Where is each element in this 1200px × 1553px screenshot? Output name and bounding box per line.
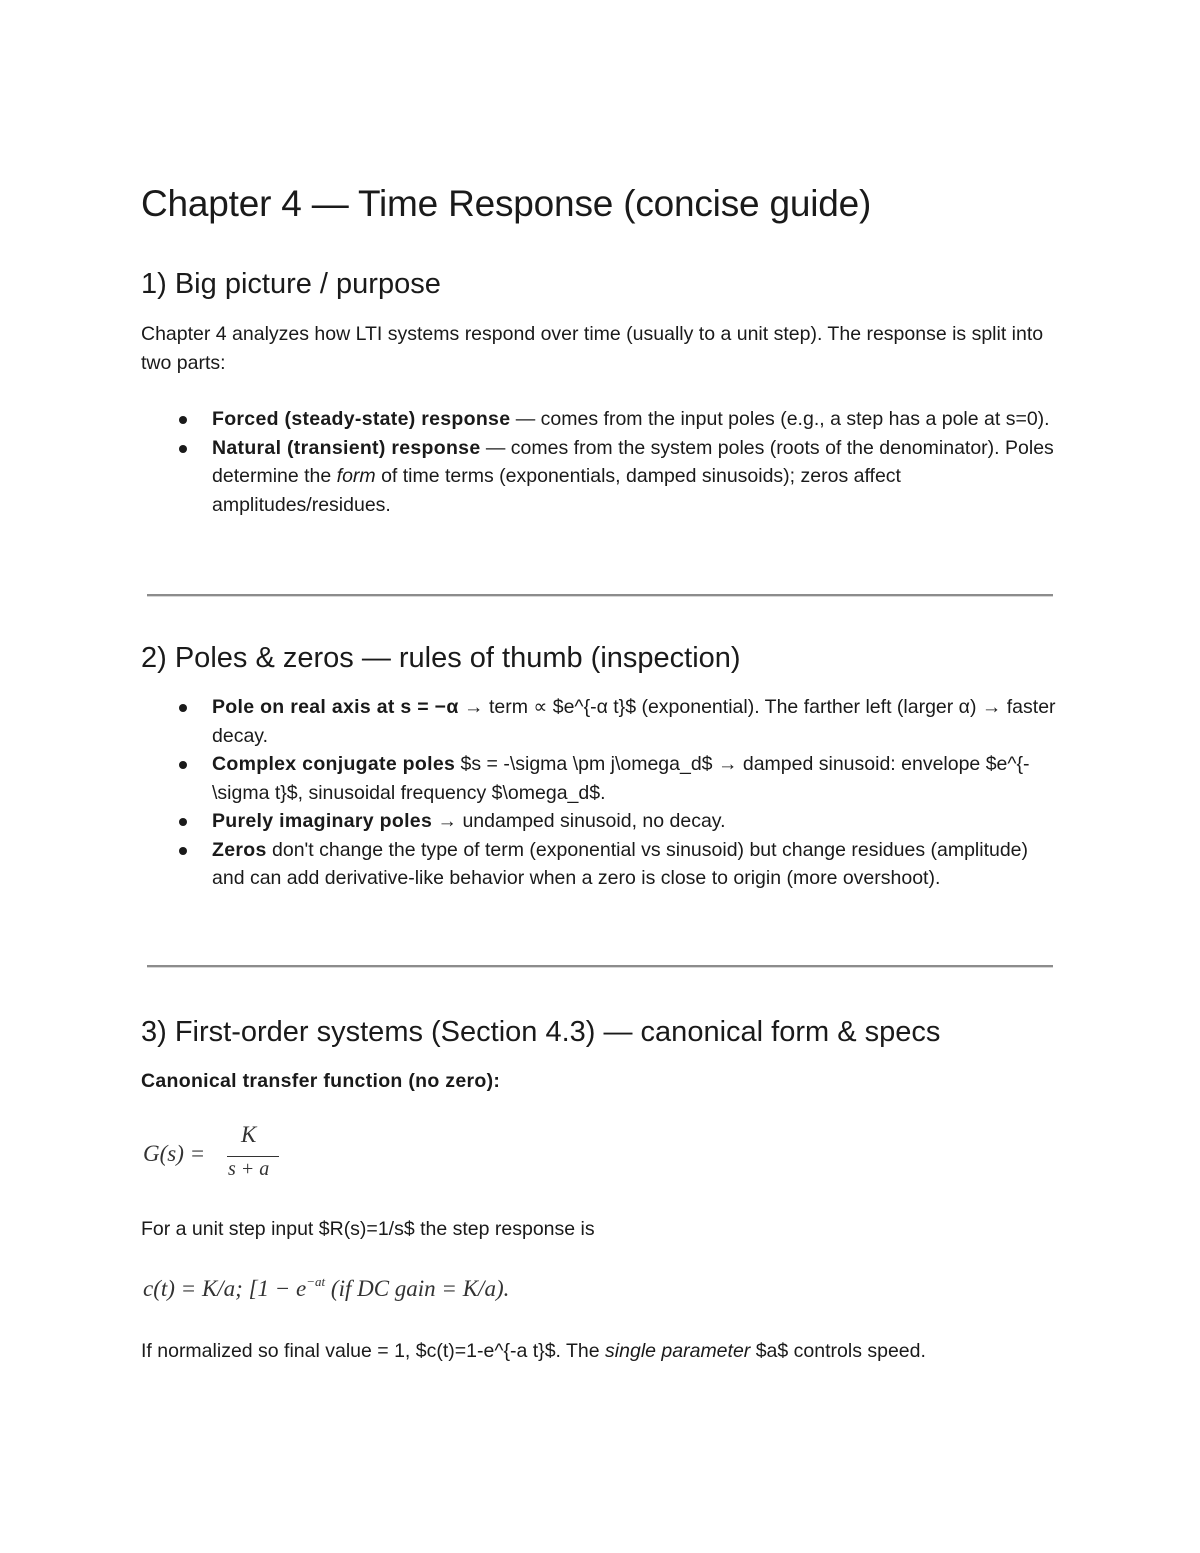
- bullet-icon: [179, 761, 187, 769]
- bullet-icon: [179, 445, 187, 453]
- bullet-text: $s = -\sigma \pm j\omega_d$ → damped sinusoid: envelope $e^{-\sigma t}$, sinusoidal frequency $\omega_d$.: [212, 753, 1030, 804]
- section-2-heading: 2) Poles & zeros — rules of thumb (inspection): [141, 642, 741, 674]
- bullet-text: of time terms (exponentials, damped sinusoids); zeros affect amplitudes/residues.: [212, 465, 901, 516]
- bullet-text: — comes from the system poles (roots of the denominator). Poles determine the: [212, 436, 1054, 487]
- bullet-bold: Forced (steady-state) response: [212, 408, 511, 430]
- step-response-text: For a unit step input $R(s)=1/s$ the step response is: [141, 1218, 595, 1240]
- list-item: [141, 693, 1061, 750]
- list-item: [141, 750, 1061, 807]
- equation-lhs: G(s) =: [143, 1141, 206, 1166]
- bullet-text: — comes from the input poles (e.g., a step has a pole at s=0).: [510, 408, 1050, 430]
- bullet-icon: [179, 416, 187, 424]
- equation-exponent: −at: [306, 1274, 326, 1289]
- list-item: [141, 836, 1061, 893]
- bullet-bold: Purely imaginary poles: [212, 810, 433, 832]
- bullet-text: → term ∝ $e^{-α t}$ (exponential). The farther left (larger α) → faster decay.: [212, 696, 1056, 747]
- bullet-icon: [179, 818, 187, 826]
- section-1-intro: Chapter 4 analyzes how LTI systems respond over time (usually to a unit step). The response is split into two parts:: [141, 323, 1044, 374]
- bullet-bold: Complex conjugate poles: [212, 753, 456, 775]
- step-response-equation: [143, 1274, 509, 1302]
- bullet-icon: [179, 704, 187, 712]
- equation-numerator: K: [241, 1122, 257, 1147]
- bullet-bold: Pole on real axis at s = −α: [212, 696, 459, 718]
- list-item: [141, 807, 1061, 836]
- bullet-bold: Zeros: [212, 838, 267, 861]
- bullet-icon: [179, 847, 187, 855]
- list-item: [141, 405, 1061, 434]
- bullet-text: don't change the type of term (exponential vs sinusoid) but change residues (amplitude) and can add derivative-like behavior when a zero is close to origin (more overshoot).: [212, 838, 1029, 889]
- bullet-italic: form: [336, 465, 376, 487]
- final-italic: single parameter: [605, 1340, 751, 1362]
- horizontal-divider: [147, 965, 1053, 968]
- fraction-bar: [227, 1156, 279, 1157]
- section-1-heading: 1) Big picture / purpose: [141, 268, 441, 300]
- final-text-b: $a$ controls speed.: [750, 1340, 926, 1362]
- equation-denominator: s + a: [228, 1158, 270, 1180]
- final-paragraph: [141, 1337, 1061, 1366]
- bullet-bold: Natural (transient) response: [212, 436, 481, 459]
- final-text-a: If normalized so final value = 1, $c(t)=1-e^{-a t}$. The: [141, 1340, 606, 1362]
- section-3-heading: 3) First-order systems (Section 4.3) — canonical form & specs: [141, 1016, 941, 1048]
- section-1-list: [141, 405, 1061, 519]
- list-item: [141, 434, 1061, 520]
- bullet-text: → undamped sinusoid, no decay.: [432, 810, 726, 832]
- section-3-subheading: Canonical transfer function (no zero):: [141, 1070, 501, 1092]
- page-title: Chapter 4 — Time Response (concise guide): [141, 183, 872, 224]
- equation-tail: (if DC gain = K/a).: [325, 1276, 510, 1301]
- section-2-list: [141, 693, 1061, 893]
- equation-main: c(t) = K/a; [1 − e: [143, 1276, 307, 1301]
- horizontal-divider: [147, 594, 1053, 597]
